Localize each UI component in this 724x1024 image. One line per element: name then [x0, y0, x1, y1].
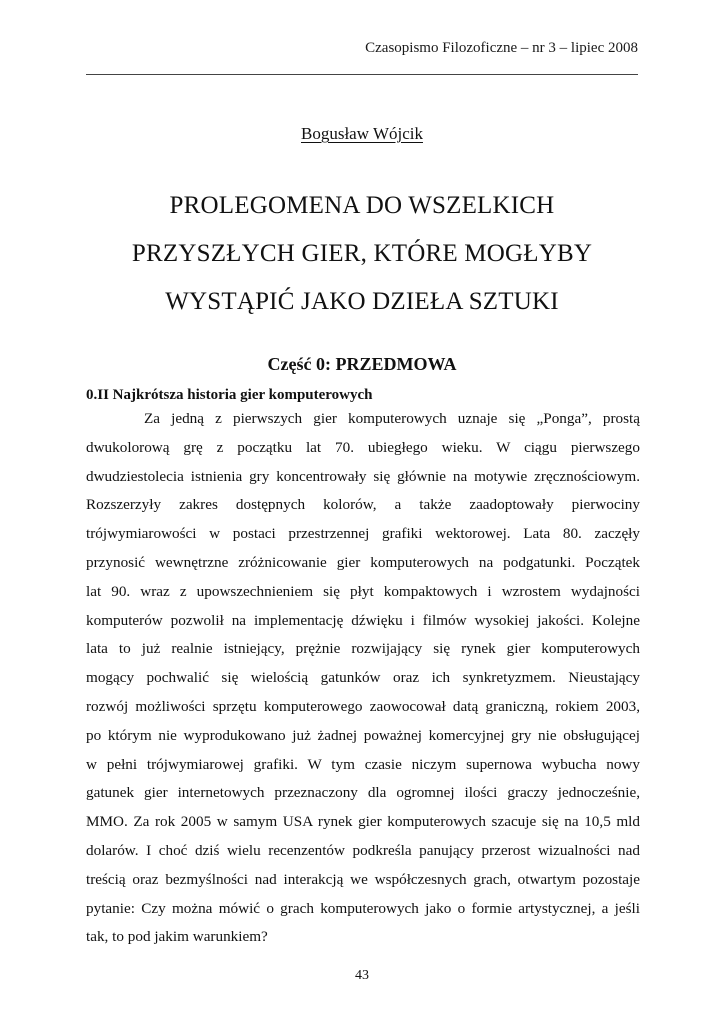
paragraph-line: MMO. Za rok 2005 w samym USA rynek gier komputerowych szacuje się na 10,5 mld — [86, 813, 640, 831]
paragraph-line: treścią oraz bezmyślności nad interakcją we współczesnych grach, otwartym pozostaje — [86, 870, 640, 888]
author-name: Bogusław Wójcik — [301, 124, 423, 143]
body-paragraph — [86, 405, 640, 952]
paragraph-line: dwukolorową grę z początku lat 70. ubiegłego wieku. W ciągu pierwszego — [86, 438, 640, 456]
paragraph-line: pytanie: Czy można mówić o grach komputerowych jako o formie artystycznej, a jeśli — [86, 899, 640, 917]
subsection-heading: 0.II Najkrótsza historia gier komputerowych — [86, 387, 373, 403]
section-heading: Część 0: PRZEDMOWA — [267, 354, 457, 374]
paragraph-line: przynosić wewnętrzne zróżnicowanie gier komputerowych na podgatunki. Początek — [86, 553, 640, 571]
title-line: WYSTĄPIĆ JAKO DZIEŁA SZTUKI — [165, 288, 559, 315]
paragraph-line: w pełni trójwymiarowej grafiki. W tym czasie niczym supernowa wybucha nowy — [86, 755, 640, 773]
paragraph-line: komputerów pozwolił na implementację dźwięku i filmów wysokiej jakości. Kolejne — [86, 611, 640, 629]
paragraph-line: Rozszerzyły zakres dostępnych kolorów, a także zaadoptowały pierwociny — [86, 496, 640, 514]
paragraph-line: lat 90. wraz z upowszechnieniem się płyt kompaktowych i wzrostem wydajności — [86, 582, 640, 600]
title-line: PRZYSZŁYCH GIER, KTÓRE MOGŁYBY — [131, 240, 593, 267]
paragraph-line: gatunek gier internetowych przeznaczony dla ogromnej ilości graczy jednocześnie, — [86, 784, 640, 802]
paragraph-line: Za jedną z pierwszych gier komputerowych uznaje się „Ponga”, prostą — [144, 410, 640, 427]
paragraph-line: dwudziestolecia istnienia gry koncentrowały się głównie na motywie zręcznościowym. — [86, 467, 640, 485]
paragraph-line: po którym nie wyprodukowano już żadnej poważnej komercyjnej gry nie obsługującej — [86, 726, 640, 744]
page-number: 43 — [355, 968, 369, 983]
paragraph-line: rozwój możliwości sprzętu komputerowego zaowocował datą graniczną, rokiem 2003, — [86, 697, 640, 715]
header-divider — [86, 74, 638, 75]
paragraph-line: tak, to pod jakim warunkiem? — [86, 928, 268, 946]
running-header: Czasopismo Filozoficzne – nr 3 – lipiec 2008 — [365, 40, 638, 56]
paragraph-line: mogący pochwalić się wielością gatunków oraz ich synkretyzmem. Nieustający — [86, 669, 640, 687]
paragraph-line: dolarów. I choć dziś wielu recenzentów podkreśla panujący przerost wizualności nad — [86, 841, 640, 859]
paragraph-line: trójwymiarowości w postaci przestrzennej grafiki wektorowej. Lata 80. zaczęły — [86, 525, 640, 543]
article-title — [86, 182, 638, 326]
paragraph-line: lata to już realnie istniejący, prężnie rozwijający się rynek gier komputerowych — [86, 640, 640, 658]
title-line: PROLEGOMENA DO WSZELKICH — [169, 192, 555, 219]
